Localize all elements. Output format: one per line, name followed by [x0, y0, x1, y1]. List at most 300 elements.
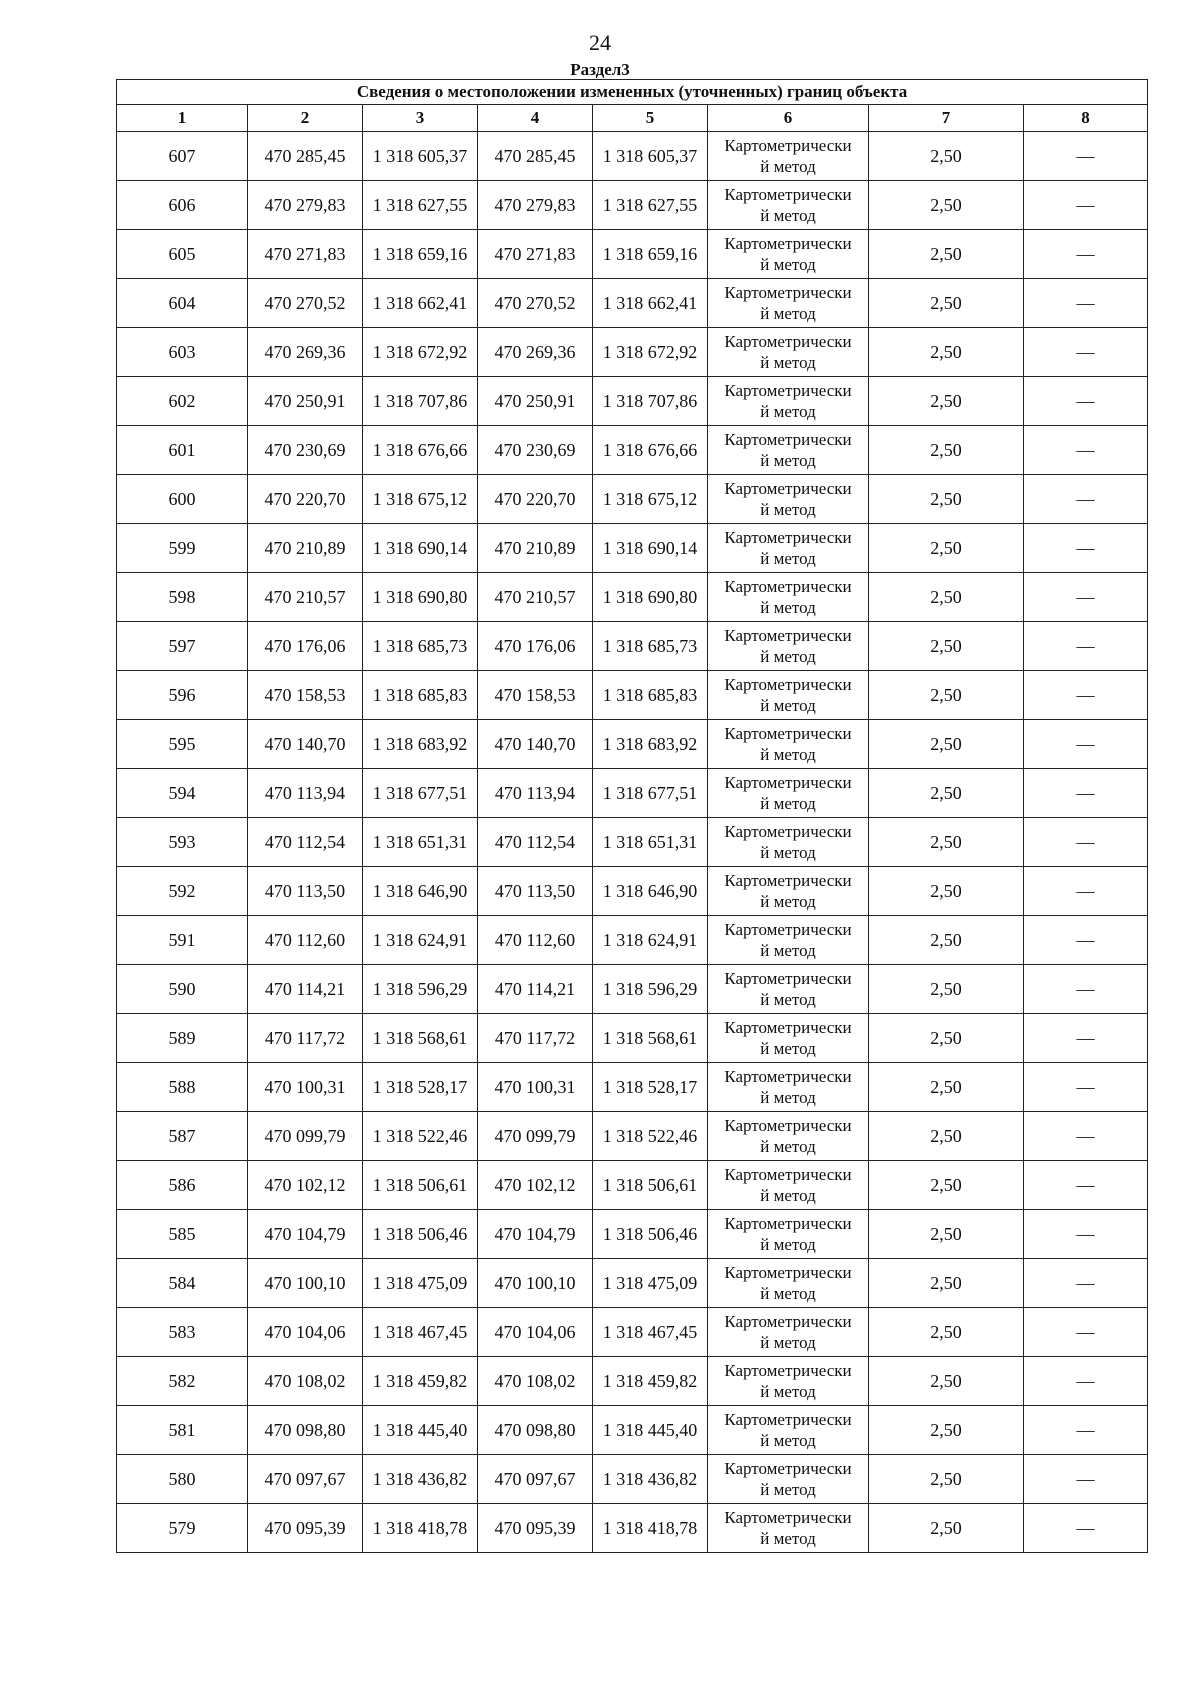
method-line: й метод [760, 1333, 816, 1352]
y-existing-cell: 1 318 624,91 [363, 916, 478, 965]
method-line: Картометрически [724, 1508, 852, 1527]
method-line: Картометрически [724, 920, 852, 939]
point-number-cell: 579 [117, 1504, 248, 1553]
method-line: й метод [760, 500, 816, 519]
note-cell: — [1024, 1357, 1148, 1406]
method-line: Картометрически [724, 1263, 852, 1282]
section-title: Раздел3 [570, 60, 630, 79]
note-cell: — [1024, 622, 1148, 671]
x-existing-cell: 470 113,50 [248, 867, 363, 916]
x-existing-cell: 470 271,83 [248, 230, 363, 279]
x-existing-cell: 470 104,79 [248, 1210, 363, 1259]
accuracy-cell: 2,50 [869, 230, 1024, 279]
x-new-cell: 470 095,39 [478, 1504, 593, 1553]
x-new-cell: 470 113,50 [478, 867, 593, 916]
table-row [117, 426, 1148, 475]
x-existing-cell: 470 250,91 [248, 377, 363, 426]
method-cell [708, 818, 869, 867]
method-line: Картометрически [724, 675, 852, 694]
y-new-cell: 1 318 596,29 [593, 965, 708, 1014]
point-number-cell: 606 [117, 181, 248, 230]
method-line: й метод [760, 647, 816, 666]
y-existing-cell: 1 318 690,14 [363, 524, 478, 573]
note-cell: — [1024, 1210, 1148, 1259]
x-existing-cell: 470 104,06 [248, 1308, 363, 1357]
point-number-cell: 607 [117, 132, 248, 181]
accuracy-cell: 2,50 [869, 965, 1024, 1014]
x-existing-cell: 470 285,45 [248, 132, 363, 181]
method-cell [708, 720, 869, 769]
method-line: й метод [760, 1431, 816, 1450]
method-line: Картометрически [724, 1410, 852, 1429]
accuracy-cell: 2,50 [869, 328, 1024, 377]
method-cell [708, 230, 869, 279]
y-new-cell: 1 318 685,73 [593, 622, 708, 671]
x-new-cell: 470 271,83 [478, 230, 593, 279]
method-cell [708, 573, 869, 622]
column-number: 1 [117, 105, 248, 132]
table-row [117, 622, 1148, 671]
accuracy-cell: 2,50 [869, 1063, 1024, 1112]
accuracy-cell: 2,50 [869, 622, 1024, 671]
accuracy-cell: 2,50 [869, 524, 1024, 573]
note-cell: — [1024, 818, 1148, 867]
y-existing-cell: 1 318 683,92 [363, 720, 478, 769]
column-number: 3 [363, 105, 478, 132]
table-row [117, 132, 1148, 181]
note-cell: — [1024, 769, 1148, 818]
x-new-cell: 470 099,79 [478, 1112, 593, 1161]
table-row [117, 1161, 1148, 1210]
y-existing-cell: 1 318 506,46 [363, 1210, 478, 1259]
y-existing-cell: 1 318 690,80 [363, 573, 478, 622]
method-line: Картометрически [724, 479, 852, 498]
method-line: Картометрически [724, 969, 852, 988]
accuracy-cell: 2,50 [869, 279, 1024, 328]
accuracy-cell: 2,50 [869, 475, 1024, 524]
y-new-cell: 1 318 459,82 [593, 1357, 708, 1406]
y-existing-cell: 1 318 662,41 [363, 279, 478, 328]
method-cell [708, 475, 869, 524]
y-existing-cell: 1 318 677,51 [363, 769, 478, 818]
table-body [117, 132, 1148, 1553]
accuracy-cell: 2,50 [869, 1308, 1024, 1357]
point-number-cell: 580 [117, 1455, 248, 1504]
x-existing-cell: 470 108,02 [248, 1357, 363, 1406]
table-row [117, 1455, 1148, 1504]
x-new-cell: 470 112,60 [478, 916, 593, 965]
point-number-cell: 591 [117, 916, 248, 965]
x-new-cell: 470 279,83 [478, 181, 593, 230]
accuracy-cell: 2,50 [869, 573, 1024, 622]
method-line: Картометрически [724, 577, 852, 596]
note-cell: — [1024, 1112, 1148, 1161]
method-line: Картометрически [724, 381, 852, 400]
method-line: й метод [760, 892, 816, 911]
method-line: Картометрически [724, 1116, 852, 1135]
method-cell [708, 916, 869, 965]
point-number-cell: 599 [117, 524, 248, 573]
point-number-cell: 586 [117, 1161, 248, 1210]
y-new-cell: 1 318 646,90 [593, 867, 708, 916]
x-existing-cell: 470 279,83 [248, 181, 363, 230]
y-new-cell: 1 318 445,40 [593, 1406, 708, 1455]
point-number-cell: 602 [117, 377, 248, 426]
column-number: 7 [869, 105, 1024, 132]
method-line: Картометрически [724, 185, 852, 204]
table-row [117, 279, 1148, 328]
method-cell [708, 1161, 869, 1210]
y-new-cell: 1 318 627,55 [593, 181, 708, 230]
accuracy-cell: 2,50 [869, 769, 1024, 818]
method-cell [708, 181, 869, 230]
accuracy-cell: 2,50 [869, 1210, 1024, 1259]
table-row [117, 524, 1148, 573]
table-row [117, 769, 1148, 818]
method-cell [708, 524, 869, 573]
method-line: й метод [760, 598, 816, 617]
point-number-cell: 588 [117, 1063, 248, 1112]
table-row [117, 1063, 1148, 1112]
x-existing-cell: 470 098,80 [248, 1406, 363, 1455]
point-number-cell: 596 [117, 671, 248, 720]
point-number-cell: 601 [117, 426, 248, 475]
method-line: й метод [760, 1088, 816, 1107]
y-existing-cell: 1 318 459,82 [363, 1357, 478, 1406]
method-line: й метод [760, 794, 816, 813]
boundary-coordinates-table [116, 79, 1148, 1553]
method-line: й метод [760, 990, 816, 1009]
y-new-cell: 1 318 672,92 [593, 328, 708, 377]
accuracy-cell: 2,50 [869, 132, 1024, 181]
x-new-cell: 470 210,57 [478, 573, 593, 622]
method-line: й метод [760, 1529, 816, 1548]
y-new-cell: 1 318 506,61 [593, 1161, 708, 1210]
table-caption: Сведения о местоположении измененных (уточненных) границ объекта [117, 80, 1148, 105]
x-existing-cell: 470 140,70 [248, 720, 363, 769]
point-number-cell: 584 [117, 1259, 248, 1308]
note-cell: — [1024, 1504, 1148, 1553]
y-existing-cell: 1 318 646,90 [363, 867, 478, 916]
note-cell: — [1024, 1308, 1148, 1357]
accuracy-cell: 2,50 [869, 818, 1024, 867]
table-row [117, 965, 1148, 1014]
method-cell [708, 1308, 869, 1357]
accuracy-cell: 2,50 [869, 1161, 1024, 1210]
column-number: 5 [593, 105, 708, 132]
point-number-cell: 600 [117, 475, 248, 524]
x-new-cell: 470 270,52 [478, 279, 593, 328]
method-line: Картометрически [724, 1214, 852, 1233]
method-cell [708, 1210, 869, 1259]
method-cell [708, 132, 869, 181]
accuracy-cell: 2,50 [869, 1357, 1024, 1406]
method-line: й метод [760, 843, 816, 862]
column-number-row [117, 105, 1148, 132]
table-row [117, 1308, 1148, 1357]
note-cell: — [1024, 671, 1148, 720]
y-existing-cell: 1 318 675,12 [363, 475, 478, 524]
method-line: Картометрически [724, 234, 852, 253]
y-existing-cell: 1 318 568,61 [363, 1014, 478, 1063]
x-existing-cell: 470 210,57 [248, 573, 363, 622]
x-new-cell: 470 100,10 [478, 1259, 593, 1308]
method-line: й метод [760, 1284, 816, 1303]
accuracy-cell: 2,50 [869, 1014, 1024, 1063]
y-new-cell: 1 318 624,91 [593, 916, 708, 965]
column-number: 6 [708, 105, 869, 132]
accuracy-cell: 2,50 [869, 1406, 1024, 1455]
method-cell [708, 1406, 869, 1455]
method-line: Картометрически [724, 1018, 852, 1037]
point-number-cell: 589 [117, 1014, 248, 1063]
method-line: Картометрически [724, 1361, 852, 1380]
y-new-cell: 1 318 436,82 [593, 1455, 708, 1504]
table-row [117, 1112, 1148, 1161]
y-new-cell: 1 318 690,14 [593, 524, 708, 573]
table-row [117, 377, 1148, 426]
method-line: Картометрически [724, 626, 852, 645]
method-line: й метод [760, 941, 816, 960]
x-existing-cell: 470 176,06 [248, 622, 363, 671]
y-new-cell: 1 318 662,41 [593, 279, 708, 328]
y-new-cell: 1 318 568,61 [593, 1014, 708, 1063]
method-line: Картометрически [724, 1459, 852, 1478]
point-number-cell: 594 [117, 769, 248, 818]
method-line: й метод [760, 1480, 816, 1499]
y-new-cell: 1 318 685,83 [593, 671, 708, 720]
method-line: Картометрически [724, 283, 852, 302]
method-line: й метод [760, 255, 816, 274]
y-new-cell: 1 318 676,66 [593, 426, 708, 475]
y-new-cell: 1 318 659,16 [593, 230, 708, 279]
method-line: Картометрически [724, 724, 852, 743]
column-number: 4 [478, 105, 593, 132]
point-number-cell: 595 [117, 720, 248, 769]
y-new-cell: 1 318 418,78 [593, 1504, 708, 1553]
method-cell [708, 769, 869, 818]
note-cell: — [1024, 426, 1148, 475]
y-existing-cell: 1 318 672,92 [363, 328, 478, 377]
method-cell [708, 1504, 869, 1553]
point-number-cell: 603 [117, 328, 248, 377]
accuracy-cell: 2,50 [869, 867, 1024, 916]
table-row [117, 1406, 1148, 1455]
method-line: Картометрически [724, 1067, 852, 1086]
y-existing-cell: 1 318 506,61 [363, 1161, 478, 1210]
method-line: Картометрически [724, 332, 852, 351]
y-existing-cell: 1 318 651,31 [363, 818, 478, 867]
y-existing-cell: 1 318 436,82 [363, 1455, 478, 1504]
x-new-cell: 470 098,80 [478, 1406, 593, 1455]
note-cell: — [1024, 1063, 1148, 1112]
note-cell: — [1024, 230, 1148, 279]
accuracy-cell: 2,50 [869, 720, 1024, 769]
method-line: й метод [760, 451, 816, 470]
point-number-cell: 583 [117, 1308, 248, 1357]
method-cell [708, 1259, 869, 1308]
note-cell: — [1024, 1455, 1148, 1504]
method-cell [708, 328, 869, 377]
y-new-cell: 1 318 506,46 [593, 1210, 708, 1259]
method-line: й метод [760, 1039, 816, 1058]
y-existing-cell: 1 318 467,45 [363, 1308, 478, 1357]
y-existing-cell: 1 318 605,37 [363, 132, 478, 181]
method-line: Картометрически [724, 136, 852, 155]
method-line: Картометрически [724, 430, 852, 449]
method-cell [708, 279, 869, 328]
point-number-cell: 585 [117, 1210, 248, 1259]
point-number-cell: 597 [117, 622, 248, 671]
note-cell: — [1024, 867, 1148, 916]
y-new-cell: 1 318 707,86 [593, 377, 708, 426]
y-existing-cell: 1 318 528,17 [363, 1063, 478, 1112]
note-cell: — [1024, 524, 1148, 573]
x-existing-cell: 470 270,52 [248, 279, 363, 328]
accuracy-cell: 2,50 [869, 426, 1024, 475]
table-row [117, 867, 1148, 916]
y-new-cell: 1 318 683,92 [593, 720, 708, 769]
note-cell: — [1024, 279, 1148, 328]
x-new-cell: 470 114,21 [478, 965, 593, 1014]
x-new-cell: 470 210,89 [478, 524, 593, 573]
x-new-cell: 470 158,53 [478, 671, 593, 720]
accuracy-cell: 2,50 [869, 1259, 1024, 1308]
y-existing-cell: 1 318 445,40 [363, 1406, 478, 1455]
note-cell: — [1024, 475, 1148, 524]
y-existing-cell: 1 318 627,55 [363, 181, 478, 230]
method-cell [708, 1455, 869, 1504]
method-line: Картометрически [724, 1312, 852, 1331]
x-existing-cell: 470 112,54 [248, 818, 363, 867]
method-cell [708, 622, 869, 671]
y-new-cell: 1 318 677,51 [593, 769, 708, 818]
accuracy-cell: 2,50 [869, 1112, 1024, 1161]
x-new-cell: 470 102,12 [478, 1161, 593, 1210]
accuracy-cell: 2,50 [869, 181, 1024, 230]
y-new-cell: 1 318 475,09 [593, 1259, 708, 1308]
accuracy-cell: 2,50 [869, 916, 1024, 965]
method-cell [708, 1063, 869, 1112]
x-new-cell: 470 269,36 [478, 328, 593, 377]
note-cell: — [1024, 1259, 1148, 1308]
method-line: й метод [760, 1382, 816, 1401]
table-row [117, 1504, 1148, 1553]
x-existing-cell: 470 269,36 [248, 328, 363, 377]
y-new-cell: 1 318 675,12 [593, 475, 708, 524]
method-line: й метод [760, 1186, 816, 1205]
note-cell: — [1024, 328, 1148, 377]
method-cell [708, 1357, 869, 1406]
accuracy-cell: 2,50 [869, 1455, 1024, 1504]
x-new-cell: 470 104,79 [478, 1210, 593, 1259]
note-cell: — [1024, 573, 1148, 622]
x-existing-cell: 470 113,94 [248, 769, 363, 818]
table-row [117, 1210, 1148, 1259]
note-cell: — [1024, 916, 1148, 965]
x-new-cell: 470 113,94 [478, 769, 593, 818]
x-new-cell: 470 100,31 [478, 1063, 593, 1112]
point-number-cell: 593 [117, 818, 248, 867]
page-number: 24 [589, 30, 611, 55]
x-existing-cell: 470 220,70 [248, 475, 363, 524]
table-row [117, 181, 1148, 230]
method-cell [708, 671, 869, 720]
note-cell: — [1024, 1014, 1148, 1063]
method-cell [708, 426, 869, 475]
table-row [117, 671, 1148, 720]
point-number-cell: 604 [117, 279, 248, 328]
y-existing-cell: 1 318 685,73 [363, 622, 478, 671]
method-line: й метод [760, 696, 816, 715]
x-new-cell: 470 140,70 [478, 720, 593, 769]
method-line: й метод [760, 549, 816, 568]
y-existing-cell: 1 318 418,78 [363, 1504, 478, 1553]
note-cell: — [1024, 1161, 1148, 1210]
point-number-cell: 605 [117, 230, 248, 279]
method-cell [708, 377, 869, 426]
x-existing-cell: 470 095,39 [248, 1504, 363, 1553]
point-number-cell: 581 [117, 1406, 248, 1455]
note-cell: — [1024, 720, 1148, 769]
x-existing-cell: 470 100,10 [248, 1259, 363, 1308]
table-row [117, 720, 1148, 769]
note-cell: — [1024, 965, 1148, 1014]
table-row [117, 818, 1148, 867]
point-number-cell: 598 [117, 573, 248, 622]
column-number: 2 [248, 105, 363, 132]
table-row [117, 1259, 1148, 1308]
method-line: й метод [760, 1137, 816, 1156]
x-new-cell: 470 285,45 [478, 132, 593, 181]
y-existing-cell: 1 318 522,46 [363, 1112, 478, 1161]
x-new-cell: 470 176,06 [478, 622, 593, 671]
table-row [117, 475, 1148, 524]
y-new-cell: 1 318 528,17 [593, 1063, 708, 1112]
note-cell: — [1024, 377, 1148, 426]
y-existing-cell: 1 318 596,29 [363, 965, 478, 1014]
method-line: Картометрически [724, 528, 852, 547]
x-new-cell: 470 220,70 [478, 475, 593, 524]
column-number: 8 [1024, 105, 1148, 132]
method-cell [708, 965, 869, 1014]
x-existing-cell: 470 097,67 [248, 1455, 363, 1504]
x-existing-cell: 470 102,12 [248, 1161, 363, 1210]
y-existing-cell: 1 318 676,66 [363, 426, 478, 475]
accuracy-cell: 2,50 [869, 671, 1024, 720]
method-line: й метод [760, 304, 816, 323]
method-line: й метод [760, 206, 816, 225]
method-line: й метод [760, 745, 816, 764]
accuracy-cell: 2,50 [869, 377, 1024, 426]
x-new-cell: 470 230,69 [478, 426, 593, 475]
point-number-cell: 587 [117, 1112, 248, 1161]
y-new-cell: 1 318 605,37 [593, 132, 708, 181]
method-cell [708, 1112, 869, 1161]
y-new-cell: 1 318 690,80 [593, 573, 708, 622]
table-row [117, 1357, 1148, 1406]
x-new-cell: 470 117,72 [478, 1014, 593, 1063]
x-new-cell: 470 112,54 [478, 818, 593, 867]
y-existing-cell: 1 318 475,09 [363, 1259, 478, 1308]
y-existing-cell: 1 318 685,83 [363, 671, 478, 720]
y-new-cell: 1 318 467,45 [593, 1308, 708, 1357]
method-line: й метод [760, 157, 816, 176]
x-new-cell: 470 250,91 [478, 377, 593, 426]
method-line: Картометрически [724, 822, 852, 841]
method-line: й метод [760, 1235, 816, 1254]
method-line: й метод [760, 353, 816, 372]
